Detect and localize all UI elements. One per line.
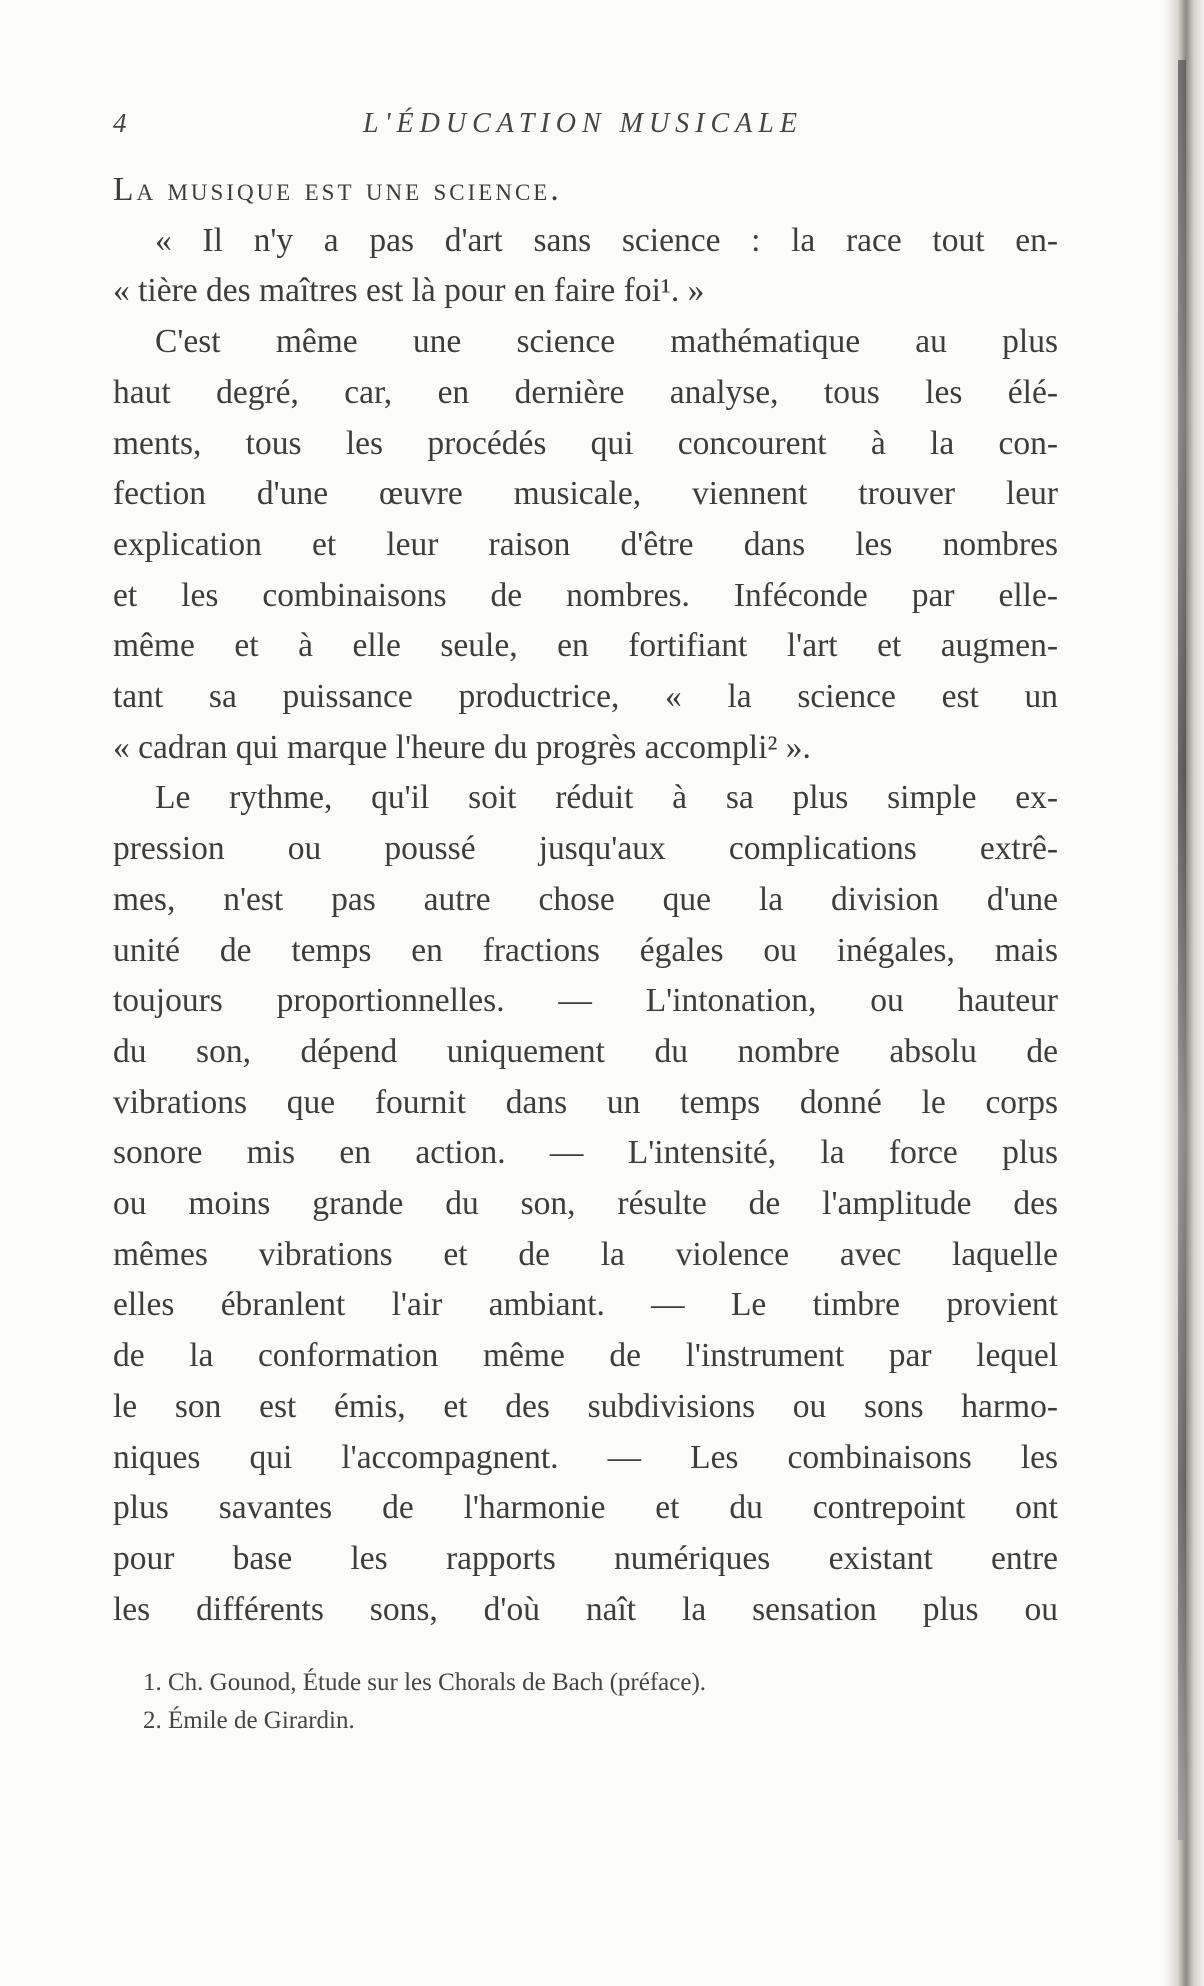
binding-shadow — [1178, 60, 1186, 1840]
text-line: toujours proportionnelles. — L'intonation, ou hauteur — [113, 982, 1058, 1020]
footnote-1: 1. Ch. Gounod, Étude sur les Chorals de Bach (préface). — [143, 1669, 707, 1696]
section-heading: La musique est une science. — [113, 171, 562, 208]
text-line: mêmes vibrations et de la violence avec laquelle — [113, 1235, 1058, 1273]
text-line: et les combinaisons de nombres. Inféconde par elle- — [113, 576, 1058, 614]
text-line: « cadran qui marque l'heure du progrès accompli² ». — [113, 728, 811, 766]
text-line: même et à elle seule, en fortifiant l'art et augmen- — [113, 627, 1058, 665]
text-line: explication et leur raison d'être dans les nombres — [113, 525, 1058, 563]
text-line: du son, dépend uniquement du nombre absolu de — [113, 1032, 1058, 1070]
text-line: ments, tous les procédés qui concourent à la con- — [113, 424, 1058, 462]
text-line: mes, n'est pas autre chose que la division d'une — [113, 880, 1058, 918]
text-line: unité de temps en fractions égales ou inégales, mais — [113, 931, 1058, 969]
text-line: « Il n'y a pas d'art sans science : la race tout en- — [155, 221, 1058, 259]
text-line: le son est émis, et des subdivisions ou sons harmo- — [113, 1387, 1058, 1425]
body-text — [113, 165, 1058, 1635]
footnotes — [143, 1664, 1043, 1740]
footnote-2: 2. Émile de Girardin. — [143, 1707, 355, 1734]
text-line: haut degré, car, en dernière analyse, tous les élé- — [113, 373, 1058, 411]
text-line: de la conformation même de l'instrument par lequel — [113, 1337, 1058, 1375]
text-line: tant sa puissance productrice, « la science est un — [113, 678, 1058, 716]
text-line: les différents sons, d'où naît la sensation plus ou — [113, 1590, 1058, 1628]
text-line: « tière des maîtres est là pour en faire foi¹. » — [113, 272, 705, 310]
page-header — [113, 108, 1063, 148]
page-number: 4 — [113, 108, 127, 138]
running-title: L'ÉDUCATION MUSICALE — [363, 108, 803, 139]
text-line: vibrations que fournit dans un temps donné le corps — [113, 1083, 1058, 1121]
text-line: elles ébranlent l'air ambiant. — Le timbre provient — [113, 1286, 1058, 1324]
text-line: sonore mis en action. — L'intensité, la force plus — [113, 1134, 1058, 1172]
text-line: niques qui l'accompagnent. — Les combinaisons les — [113, 1438, 1058, 1476]
text-line: plus savantes de l'harmonie et du contrepoint ont — [113, 1489, 1058, 1527]
text-line: C'est même une science mathématique au plus — [155, 323, 1058, 361]
text-line: pression ou poussé jusqu'aux complications extrê- — [113, 830, 1058, 868]
text-line: fection d'une œuvre musicale, viennent trouver leur — [113, 475, 1058, 513]
text-line: Le rythme, qu'il soit réduit à sa plus simple ex- — [155, 779, 1058, 817]
text-line: pour base les rapports numériques existant entre — [113, 1539, 1058, 1577]
text-line: ou moins grande du son, résulte de l'amplitude des — [113, 1185, 1058, 1223]
